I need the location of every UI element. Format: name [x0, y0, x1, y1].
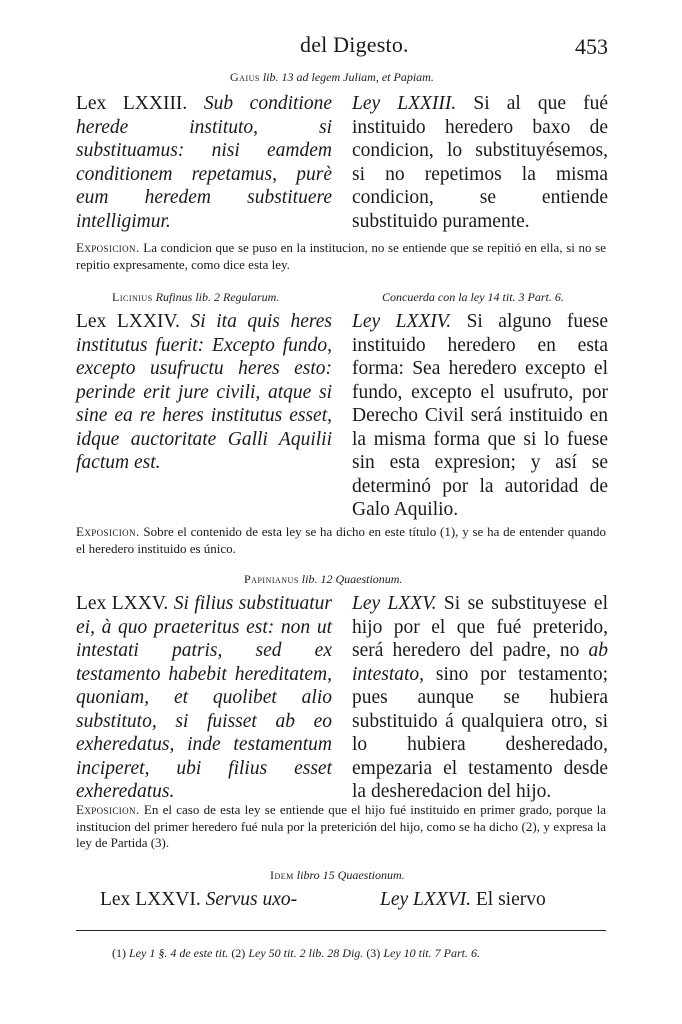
spanish-text: Si se substituyese el hijo por el que fué preterido, será heredero del padre, no: [352, 593, 608, 661]
ley-label: Ley LXXV.: [352, 593, 437, 614]
footnote-ref: Ley 50 tit. 2 lib. 28 Dig.: [248, 946, 364, 960]
exposicion-label: Exposicion.: [76, 240, 140, 255]
source-citation: [230, 70, 434, 85]
latin-text: Sub conditione herede instituto, si substituamus: nisi eamdem conditionem repetamus, purè eum heredem substituere intelligimur.: [76, 93, 332, 232]
exposicion-label: Exposicion.: [76, 802, 140, 817]
exposicion-text: En el caso de esta ley se entiende que el hijo fué instituido en primer grado, porque la institucion del primer heredero fué nula por la preterición del hijo, como se ha dicho (2), y expresa la ley de Partida (3).: [76, 802, 607, 850]
ley-label: Ley LXXIII.: [352, 93, 457, 114]
spanish-text-block: [352, 310, 608, 522]
concordance-citation: Concuerda con la ley 14 tit. 3 Part. 6.: [382, 290, 564, 304]
lex-label: Lex LXXVI.: [100, 889, 201, 910]
footnote-ref: Ley 1 §. 4 de este tit.: [129, 946, 229, 960]
latin-text: Servus uxo-: [205, 889, 298, 910]
ley-label: Ley LXXIV.: [352, 311, 452, 332]
spanish-text-continued: , sino por testamento; pues aunque se hubiera substituido á qualquiera otro, si lo hubiera desheredado, empezaria el testamento desde la desheredacion del hijo.: [352, 663, 608, 802]
source-citation: [112, 290, 279, 305]
lex-label: Lex LXXIV.: [76, 311, 180, 332]
exposicion-label: Exposicion.: [76, 524, 140, 539]
spanish-text-block: [380, 888, 610, 912]
exposicion-paragraph: [76, 240, 606, 273]
spanish-text: El siervo: [475, 889, 546, 910]
source-citation: [270, 868, 405, 883]
source-author: Licinius: [112, 290, 153, 304]
latin-text-block: [76, 310, 332, 475]
source-author: Papinianus: [244, 572, 299, 586]
footnotes: [112, 946, 480, 961]
spanish-text: Si alguno fuese instituido heredero en esta forma: Sea heredero excepto el fundo, excepto el usufruto, por Derecho Civil será instituido en la misma forma que si lo fuese sin esta expresion; y así se determinó por la autoridad de Galo Aquilio.: [352, 311, 609, 520]
footnote-ref: Ley 10 tit. 7 Part. 6.: [383, 946, 480, 960]
exposicion-text: La condicion que se puso en la institucion, no se entiende que se repitió en ella, si no se repitio expresamente, como dice esta ley.: [76, 240, 607, 272]
latin-text: Si ita quis heres institutus fuerit: Excepto fundo, excepto usufructu heres esto: perinde erit jure civili, atque si sine ea re heres institutus esset, idque auctoritate Galli Aquilii factum est.: [76, 311, 332, 473]
lex-label: Lex LXXV.: [76, 593, 169, 614]
page-number: 453: [575, 34, 608, 59]
spanish-text: Si al que fué instituido heredero baxo de condicion, lo substituyésemos, si no repetimos la misma condicion, se entiende substituido puramente.: [352, 93, 609, 232]
source-author: Idem: [270, 868, 294, 882]
source-ref: libro 15 Quaestionum.: [296, 868, 405, 882]
latin-text-block: [100, 888, 340, 912]
ley-label: Ley LXXVI.: [380, 889, 471, 910]
source-ref: lib. 13 ad legem Juliam, et Papiam.: [262, 70, 434, 84]
source-author: Gaius: [230, 70, 260, 84]
footnote-marker: (2): [231, 946, 246, 960]
spanish-text-block: [352, 592, 608, 804]
source-ref: lib. 12 Quaestionum.: [301, 572, 403, 586]
source-citation: [244, 572, 402, 587]
spanish-text-block: [352, 92, 608, 233]
exposicion-text: Sobre el contenido de esta ley se ha dicho en este título (1), y se ha de entender quando el heredero instituido es único.: [76, 524, 606, 556]
latin-text-block: [76, 592, 332, 804]
running-header-title: del Digesto.: [300, 32, 409, 57]
exposicion-paragraph: [76, 524, 606, 557]
exposicion-paragraph: [76, 802, 606, 852]
latin-text-block: [76, 92, 332, 233]
footnote-marker: (1): [112, 946, 126, 960]
spanish-text-italic: ab intestato: [352, 640, 608, 685]
footnote-marker: (3): [366, 946, 381, 960]
source-ref: Rufinus lib. 2 Regularum.: [155, 290, 280, 304]
lex-label: Lex LXXIII.: [76, 93, 188, 114]
footnote-rule: [76, 930, 606, 931]
latin-text: Si filius substituatur ei, à quo praeteritus est: non ut intestati patris, sed ex testamento habebit hereditatem, quoniam, et quolibet alio substituto, si fuisset ab eo exheredatus, inde testamentum inciperet, ubi filius esset exheredatus.: [76, 593, 332, 802]
